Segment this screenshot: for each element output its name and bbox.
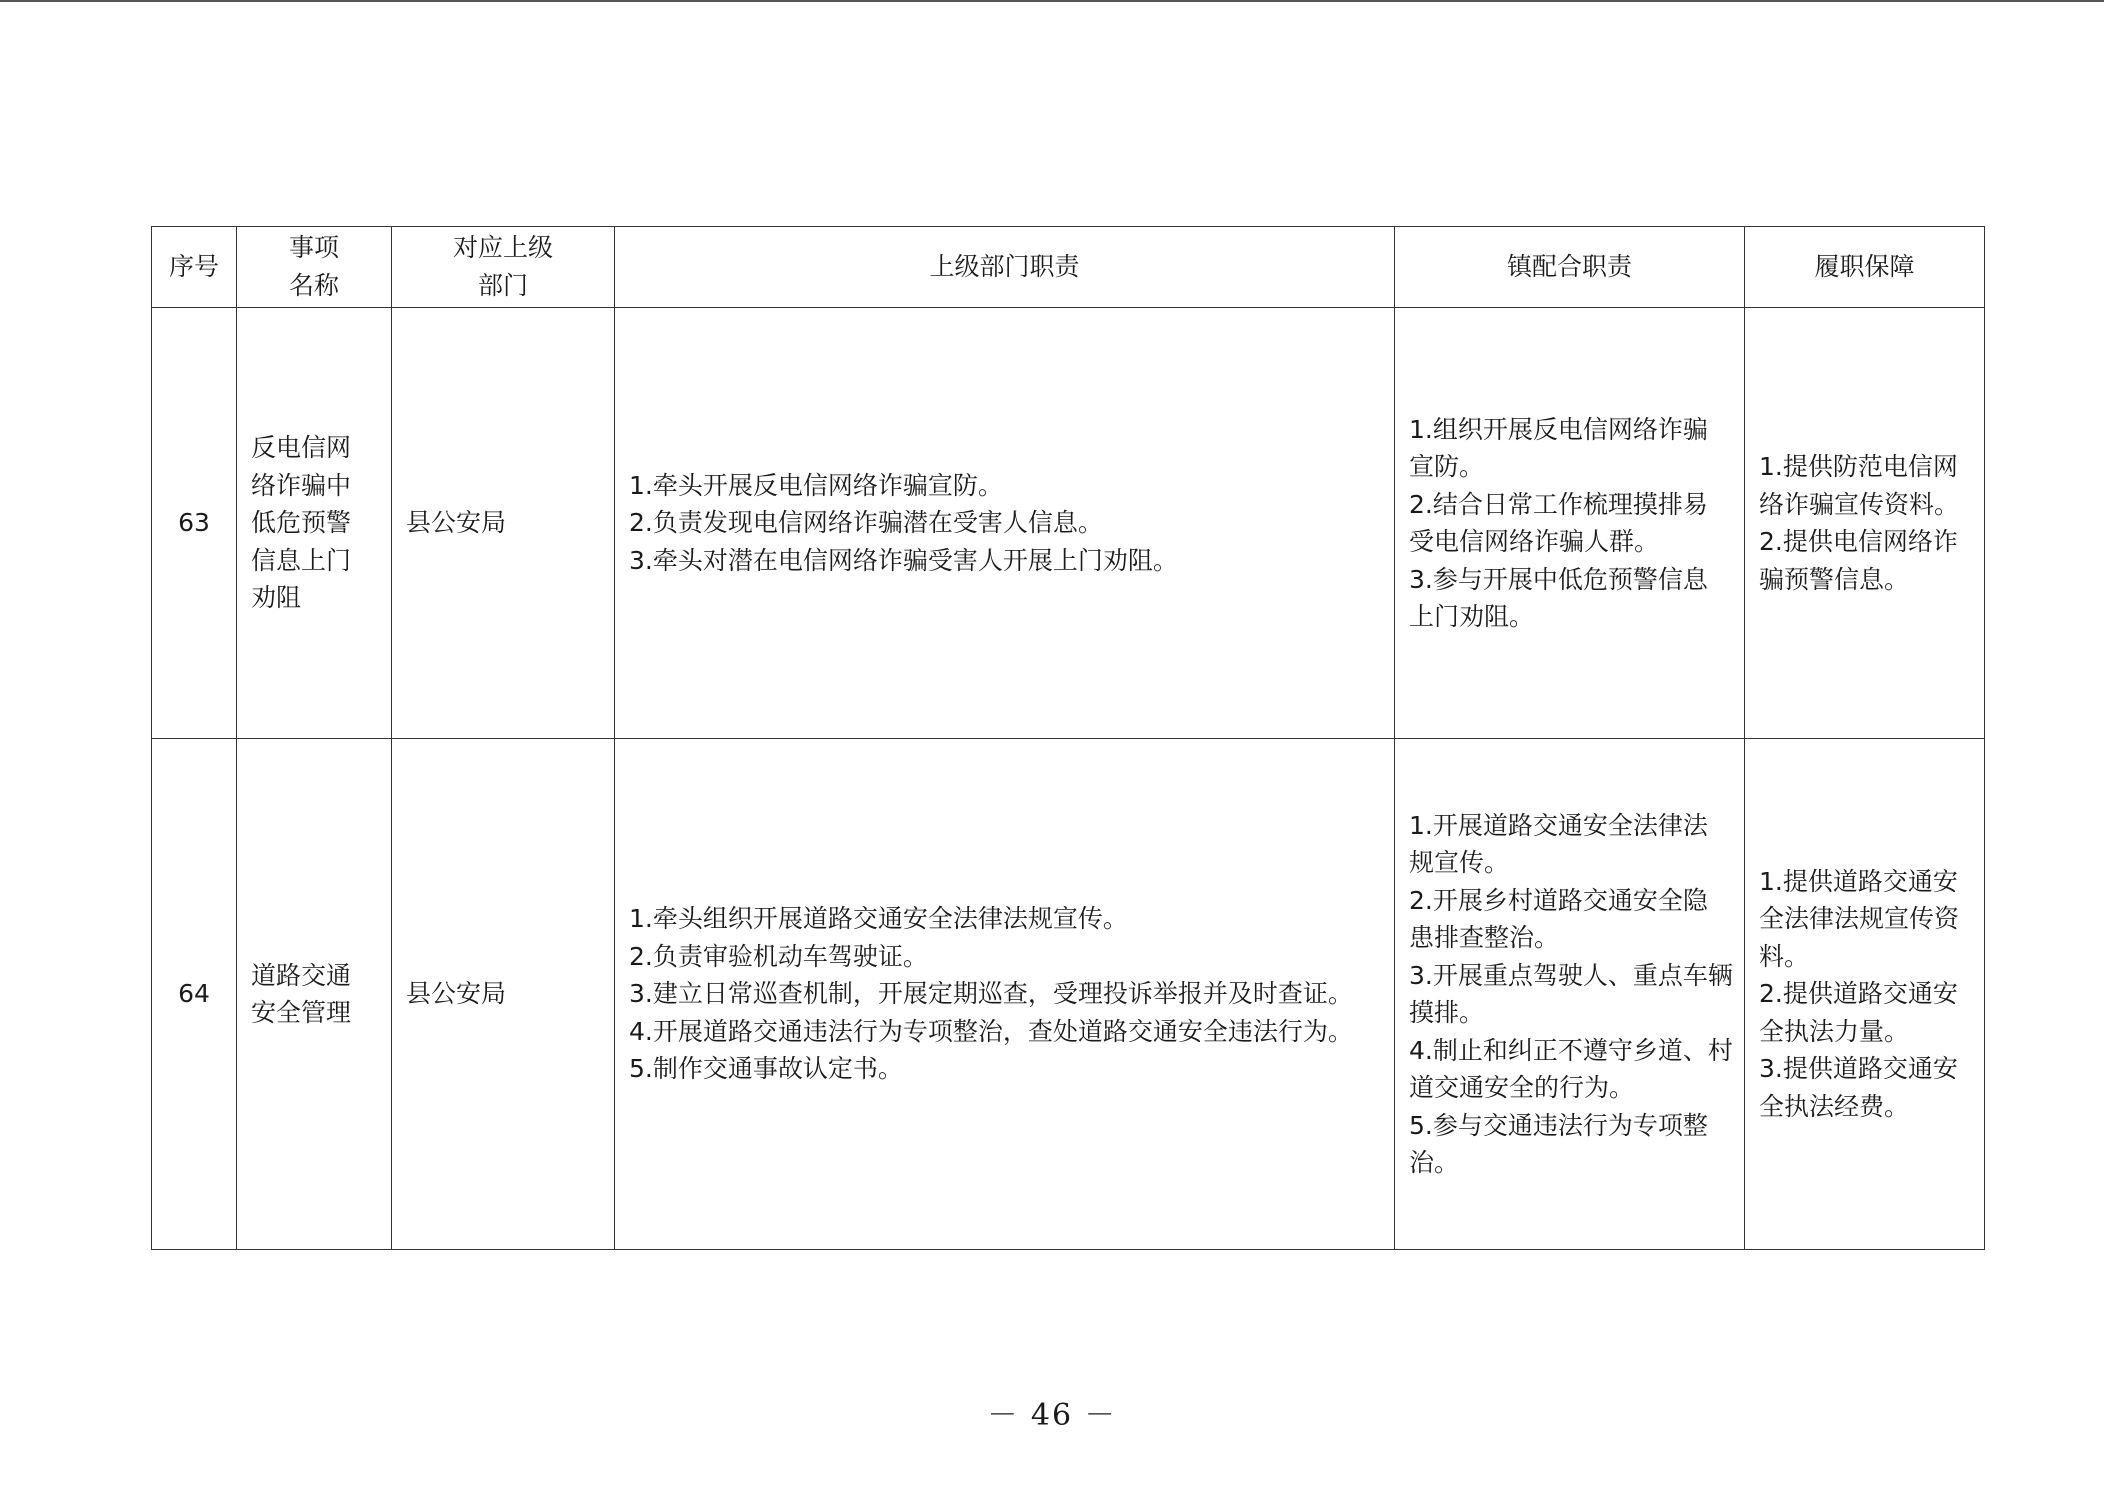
duty-line: 2.负责发现电信网络诈骗潜在受害人信息。 bbox=[629, 508, 1103, 538]
town-duty-line: 道交通安全的行为。 bbox=[1409, 1073, 1635, 1102]
item-name-line: 信息上门 bbox=[251, 545, 352, 575]
item-name-line: 络诈骗中 bbox=[251, 470, 352, 500]
header-town-duties: 镇配合职责 bbox=[1395, 227, 1745, 308]
header-superior-duties: 上级部门职责 bbox=[615, 227, 1395, 308]
town-duty-line: 2.结合日常工作梳理摸排易 bbox=[1409, 489, 1708, 519]
town-duty-line: 上门劝阻。 bbox=[1409, 602, 1535, 631]
row-superior-duties bbox=[615, 308, 1395, 739]
top-border-rule bbox=[0, 0, 2104, 2]
town-duty-line: 4.制止和纠正不遵守乡道、村 bbox=[1409, 1035, 1733, 1065]
row-town-duties bbox=[1395, 739, 1745, 1250]
guarantee-line: 全执法经费。 bbox=[1759, 1091, 1910, 1121]
guarantee-line: 2.提供道路交通安 bbox=[1759, 979, 1958, 1009]
guarantee-line: 3.提供道路交通安 bbox=[1759, 1054, 1958, 1084]
header-superior-dept bbox=[392, 227, 615, 308]
guarantee-line: 2.提供电信网络诈 bbox=[1759, 527, 1958, 556]
town-duty-line: 1.组织开展反电信网络诈骗 bbox=[1409, 414, 1708, 444]
guarantee-line: 1.提供道路交通安 bbox=[1759, 866, 1958, 896]
duty-line: 1.牵头组织开展道路交通安全法律法规宣传。 bbox=[629, 904, 1128, 934]
duty-line: 2.负责审验机动车驾驶证。 bbox=[629, 941, 928, 971]
town-duty-line: 治。 bbox=[1409, 1148, 1460, 1177]
header-superior-dept-line: 部门 bbox=[477, 271, 528, 300]
header-item-name-line: 事项 bbox=[288, 233, 339, 262]
row-guarantee bbox=[1745, 308, 1985, 739]
page-number: － 46 － bbox=[987, 1398, 1117, 1433]
town-duty-line: 3.开展重点驾驶人、重点车辆 bbox=[1409, 960, 1733, 990]
guarantee-line: 1.提供防范电信网 bbox=[1759, 452, 1958, 481]
row-item-name bbox=[237, 308, 392, 739]
header-item-name bbox=[237, 227, 392, 308]
item-name-line: 劝阻 bbox=[251, 583, 302, 613]
guarantee-line: 骗预警信息。 bbox=[1759, 564, 1910, 594]
header-superior-dept-line: 对应上级 bbox=[452, 233, 553, 262]
town-duty-line: 3.参与开展中低危预警信息 bbox=[1409, 564, 1708, 594]
item-name-line: 安全管理 bbox=[251, 998, 352, 1027]
town-duty-line: 1.开展道路交通安全法律法 bbox=[1409, 810, 1708, 840]
header-guarantee: 履职保障 bbox=[1745, 227, 1985, 308]
row-dept: 县公安局 bbox=[392, 308, 615, 739]
row-seq: 64 bbox=[152, 739, 237, 1250]
town-duty-line: 5.参与交通违法行为专项整 bbox=[1409, 1110, 1708, 1140]
town-duty-line: 2.开展乡村道路交通安全隐 bbox=[1409, 885, 1708, 915]
table-row bbox=[152, 739, 1985, 1250]
item-name-line: 反电信网 bbox=[251, 433, 352, 463]
duty-line: 1.牵头开展反电信网络诈骗宣防。 bbox=[629, 470, 1003, 500]
row-dept: 县公安局 bbox=[392, 739, 615, 1250]
guarantee-line: 全执法力量。 bbox=[1759, 1016, 1910, 1046]
item-name-line: 道路交通 bbox=[251, 960, 352, 990]
town-duty-line: 规宣传。 bbox=[1409, 848, 1510, 877]
town-duty-line: 患排查整治。 bbox=[1409, 923, 1560, 952]
row-seq: 63 bbox=[152, 308, 237, 739]
table-row bbox=[152, 308, 1985, 739]
duties-table bbox=[151, 226, 1985, 1250]
row-superior-duties bbox=[615, 739, 1395, 1250]
duty-line: 4.开展道路交通违法行为专项整治，查处道路交通安全违法行为。 bbox=[629, 1016, 1353, 1046]
guarantee-line: 全法律法规宣传资 bbox=[1759, 904, 1960, 934]
duty-line: 3.牵头对潜在电信网络诈骗受害人开展上门劝阻。 bbox=[629, 545, 1178, 575]
town-duty-line: 宣防。 bbox=[1409, 452, 1485, 481]
guarantee-line: 络诈骗宣传资料。 bbox=[1759, 489, 1960, 519]
duty-line: 3.建立日常巡查机制，开展定期巡查，受理投诉举报并及时查证。 bbox=[629, 979, 1353, 1009]
row-item-name bbox=[237, 739, 392, 1250]
duty-line: 5.制作交通事故认定书。 bbox=[629, 1054, 903, 1084]
town-duty-line: 摸排。 bbox=[1409, 998, 1485, 1027]
town-duty-line: 受电信网络诈骗人群。 bbox=[1409, 527, 1660, 556]
header-item-name-line: 名称 bbox=[288, 271, 339, 300]
row-town-duties bbox=[1395, 308, 1745, 739]
guarantee-line: 料。 bbox=[1759, 941, 1810, 971]
header-seq: 序号 bbox=[152, 227, 237, 308]
item-name-line: 低危预警 bbox=[251, 508, 352, 538]
row-guarantee bbox=[1745, 739, 1985, 1250]
table-header-row bbox=[152, 227, 1985, 308]
